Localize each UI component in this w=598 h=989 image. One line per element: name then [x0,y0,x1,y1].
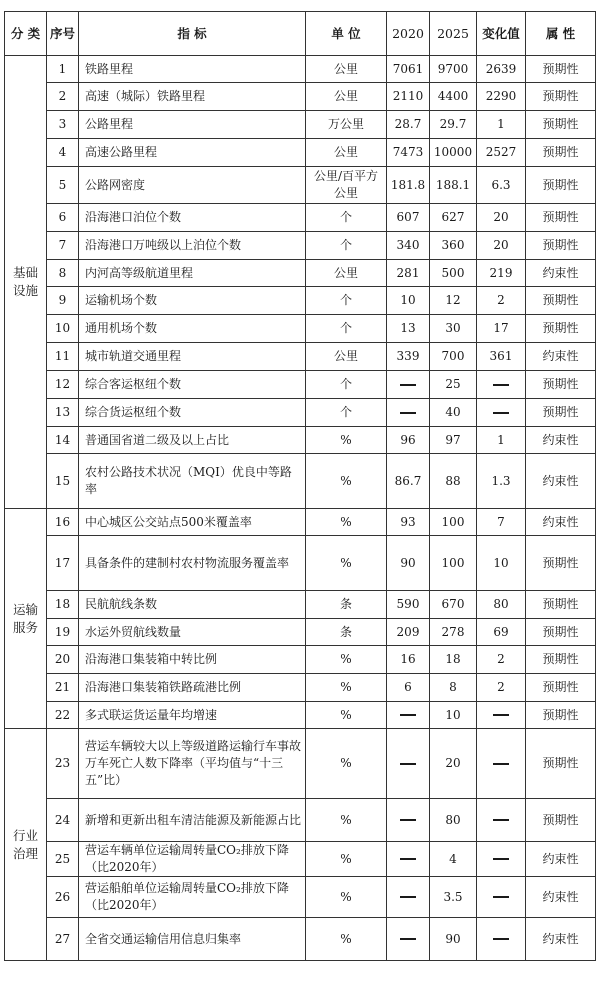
change-cell: 361 [477,343,526,371]
value-2025-cell: 4400 [430,83,477,111]
unit-cell: % [306,454,387,509]
value-2020-cell: 96 [387,427,430,454]
table-row [5,232,596,260]
value-2020-cell: 10 [387,287,430,315]
table-row [5,799,596,842]
unit-cell: 个 [306,315,387,343]
unit-cell: 条 [306,619,387,646]
table-row [5,536,596,591]
unit-cell: 个 [306,371,387,399]
change-cell: 1.3 [477,454,526,509]
unit-cell: 个 [306,287,387,315]
seq-cell: 15 [47,454,79,509]
change-cell [477,799,526,842]
attribute-cell: 预期性 [526,315,596,343]
header-seq: 序号 [47,12,79,56]
change-cell [477,842,526,877]
value-2020-cell: 7061 [387,56,430,83]
dash-mark [493,714,509,716]
indicator-cell: 公路里程 [79,111,306,139]
seq-cell: 20 [47,646,79,674]
value-2025-cell: 97 [430,427,477,454]
unit-cell: % [306,646,387,674]
indicator-cell: 铁路里程 [79,56,306,83]
indicator-cell: 沿海港口集装箱铁路疏港比例 [79,674,306,702]
change-cell: 6.3 [477,167,526,204]
seq-cell: 7 [47,232,79,260]
header-row [5,12,596,56]
value-2020-cell: 281 [387,260,430,287]
value-2020-cell [387,729,430,799]
value-2020-cell: 7473 [387,139,430,167]
value-2020-cell: 590 [387,591,430,619]
change-cell: 2 [477,287,526,315]
table-row [5,111,596,139]
seq-cell: 1 [47,56,79,83]
unit-cell: 条 [306,591,387,619]
unit-cell: % [306,918,387,961]
indicator-table [4,11,596,961]
table-row [5,918,596,961]
attribute-cell: 预期性 [526,204,596,232]
attribute-cell: 预期性 [526,83,596,111]
seq-cell: 22 [47,702,79,729]
indicator-cell: 普通国省道二级及以上占比 [79,427,306,454]
value-2025-cell: 670 [430,591,477,619]
value-2025-cell: 700 [430,343,477,371]
indicator-cell: 新增和更新出租车清洁能源及新能源占比 [79,799,306,842]
dash-mark [493,896,509,898]
table-row [5,139,596,167]
change-cell: 2290 [477,83,526,111]
dash-mark [400,858,416,860]
indicator-cell: 营运车辆单位运输周转量CO₂排放下降（比2020年） [79,842,306,877]
dash-mark [400,819,416,821]
value-2020-cell: 340 [387,232,430,260]
unit-cell: % [306,799,387,842]
indicator-cell: 营运船舶单位运输周转量CO₂排放下降（比2020年） [79,877,306,918]
change-cell: 80 [477,591,526,619]
indicator-cell: 具备条件的建制村农村物流服务覆盖率 [79,536,306,591]
value-2025-cell: 500 [430,260,477,287]
change-cell: 7 [477,509,526,536]
value-2025-cell: 20 [430,729,477,799]
value-2025-cell: 25 [430,371,477,399]
unit-cell: % [306,702,387,729]
attribute-cell: 预期性 [526,139,596,167]
change-cell: 2 [477,674,526,702]
dash-mark [400,384,416,386]
seq-cell: 13 [47,399,79,427]
seq-cell: 9 [47,287,79,315]
table-row [5,167,596,204]
unit-cell: % [306,842,387,877]
seq-cell: 11 [47,343,79,371]
value-2020-cell: 339 [387,343,430,371]
unit-cell: % [306,509,387,536]
change-cell: 2527 [477,139,526,167]
value-2020-cell [387,399,430,427]
dash-mark [493,763,509,765]
change-cell [477,371,526,399]
table-row [5,83,596,111]
change-cell: 17 [477,315,526,343]
value-2025-cell: 30 [430,315,477,343]
value-2025-cell: 188.1 [430,167,477,204]
indicator-cell: 水运外贸航线数量 [79,619,306,646]
unit-cell: 公里 [306,260,387,287]
table-row [5,399,596,427]
unit-cell: % [306,674,387,702]
indicator-cell: 营运车辆较大以上等级道路运输行车事故万车死亡人数下降率（平均值与“十三五”比） [79,729,306,799]
header-indicator: 指 标 [79,12,306,56]
unit-cell: 个 [306,204,387,232]
seq-cell: 3 [47,111,79,139]
unit-cell: % [306,877,387,918]
attribute-cell: 预期性 [526,799,596,842]
change-cell [477,918,526,961]
attribute-cell: 约束性 [526,343,596,371]
attribute-cell: 预期性 [526,111,596,139]
value-2025-cell: 360 [430,232,477,260]
indicator-cell: 沿海港口泊位个数 [79,204,306,232]
attribute-cell: 约束性 [526,842,596,877]
header-2025: 2025 [430,12,477,56]
value-2025-cell: 9700 [430,56,477,83]
change-cell: 69 [477,619,526,646]
unit-cell: % [306,729,387,799]
value-2025-cell: 627 [430,204,477,232]
change-cell [477,399,526,427]
change-cell: 2 [477,646,526,674]
header-change: 变化值 [477,12,526,56]
indicator-cell: 多式联运货运量年均增速 [79,702,306,729]
change-cell [477,702,526,729]
indicator-cell: 运输机场个数 [79,287,306,315]
seq-cell: 17 [47,536,79,591]
attribute-cell: 预期性 [526,399,596,427]
value-2025-cell: 88 [430,454,477,509]
category-label: 行业治理 [12,827,38,861]
table-row [5,454,596,509]
indicator-cell: 高速公路里程 [79,139,306,167]
value-2025-cell: 3.5 [430,877,477,918]
value-2025-cell: 10 [430,702,477,729]
dash-mark [493,384,509,386]
attribute-cell: 预期性 [526,646,596,674]
value-2020-cell: 28.7 [387,111,430,139]
unit-cell: 个 [306,232,387,260]
dash-mark [493,938,509,940]
category-label: 基础设施 [12,265,38,298]
value-2020-cell: 607 [387,204,430,232]
attribute-cell: 预期性 [526,232,596,260]
value-2020-cell [387,918,430,961]
header-unit: 单 位 [306,12,387,56]
indicator-cell: 沿海港口集装箱中转比例 [79,646,306,674]
value-2025-cell: 8 [430,674,477,702]
table-row [5,591,596,619]
value-2025-cell: 29.7 [430,111,477,139]
attribute-cell: 约束性 [526,918,596,961]
attribute-cell: 预期性 [526,619,596,646]
seq-cell: 21 [47,674,79,702]
unit-cell: 公里 [306,139,387,167]
attribute-cell: 预期性 [526,371,596,399]
change-cell: 20 [477,232,526,260]
change-cell: 20 [477,204,526,232]
indicator-cell: 公路网密度 [79,167,306,204]
attribute-cell: 预期性 [526,591,596,619]
seq-cell: 14 [47,427,79,454]
value-2020-cell: 93 [387,509,430,536]
value-2025-cell: 90 [430,918,477,961]
table-row [5,371,596,399]
seq-cell: 26 [47,877,79,918]
attribute-cell: 预期性 [526,167,596,204]
value-2020-cell [387,799,430,842]
dash-mark [400,763,416,765]
attribute-cell: 预期性 [526,674,596,702]
table-row [5,646,596,674]
seq-cell: 5 [47,167,79,204]
attribute-cell: 约束性 [526,260,596,287]
indicator-cell: 内河高等级航道里程 [79,260,306,287]
dash-mark [493,412,509,414]
table-row [5,877,596,918]
header-attribute: 属 性 [526,12,596,56]
seq-cell: 18 [47,591,79,619]
value-2020-cell [387,842,430,877]
seq-cell: 6 [47,204,79,232]
value-2025-cell: 4 [430,842,477,877]
seq-cell: 10 [47,315,79,343]
dash-mark [493,858,509,860]
indicator-cell: 综合货运枢纽个数 [79,399,306,427]
value-2020-cell [387,702,430,729]
header-2020: 2020 [387,12,430,56]
seq-cell: 27 [47,918,79,961]
table-row [5,287,596,315]
dash-mark [400,714,416,716]
value-2025-cell: 80 [430,799,477,842]
indicator-cell: 沿海港口万吨级以上泊位个数 [79,232,306,260]
value-2025-cell: 10000 [430,139,477,167]
seq-cell: 8 [47,260,79,287]
category-cell [5,509,47,729]
unit-cell: 个 [306,399,387,427]
indicator-cell: 农村公路技术状况（MQI）优良中等路率 [79,454,306,509]
value-2025-cell: 100 [430,509,477,536]
table-row [5,702,596,729]
category-cell [5,56,47,509]
indicator-cell: 高速（城际）铁路里程 [79,83,306,111]
indicator-cell: 城市轨道交通里程 [79,343,306,371]
change-cell [477,729,526,799]
seq-cell: 19 [47,619,79,646]
indicator-cell: 综合客运枢纽个数 [79,371,306,399]
table-body [5,56,596,961]
value-2020-cell: 90 [387,536,430,591]
seq-cell: 25 [47,842,79,877]
table-row [5,842,596,877]
value-2025-cell: 12 [430,287,477,315]
value-2025-cell: 18 [430,646,477,674]
attribute-cell: 约束性 [526,509,596,536]
category-label: 运输服务 [12,601,38,635]
attribute-cell: 预期性 [526,702,596,729]
value-2025-cell: 40 [430,399,477,427]
attribute-cell: 预期性 [526,536,596,591]
table-row [5,674,596,702]
attribute-cell: 约束性 [526,427,596,454]
attribute-cell: 预期性 [526,729,596,799]
indicator-cell: 通用机场个数 [79,315,306,343]
change-cell: 219 [477,260,526,287]
seq-cell: 24 [47,799,79,842]
attribute-cell: 预期性 [526,56,596,83]
table-row [5,204,596,232]
dash-mark [400,896,416,898]
seq-cell: 4 [47,139,79,167]
value-2020-cell: 13 [387,315,430,343]
table-row [5,260,596,287]
unit-cell: 公里 [306,83,387,111]
dash-mark [400,412,416,414]
value-2020-cell: 16 [387,646,430,674]
table-row [5,427,596,454]
value-2025-cell: 100 [430,536,477,591]
change-cell: 1 [477,111,526,139]
dash-mark [493,819,509,821]
value-2020-cell: 181.8 [387,167,430,204]
change-cell: 10 [477,536,526,591]
unit-cell: 公里 [306,343,387,371]
value-2020-cell: 6 [387,674,430,702]
unit-cell: 万公里 [306,111,387,139]
value-2020-cell: 2110 [387,83,430,111]
seq-cell: 2 [47,83,79,111]
attribute-cell: 预期性 [526,287,596,315]
value-2020-cell: 209 [387,619,430,646]
header-category: 分 类 [5,12,47,56]
indicator-cell: 民航航线条数 [79,591,306,619]
table-row [5,315,596,343]
value-2025-cell: 278 [430,619,477,646]
unit-cell: % [306,536,387,591]
table-row [5,619,596,646]
value-2020-cell [387,371,430,399]
seq-cell: 16 [47,509,79,536]
change-cell [477,877,526,918]
indicator-cell: 全省交通运输信用信息归集率 [79,918,306,961]
table-row [5,343,596,371]
category-cell [5,729,47,961]
seq-cell: 12 [47,371,79,399]
unit-cell: % [306,427,387,454]
dash-mark [400,938,416,940]
attribute-cell: 约束性 [526,454,596,509]
unit-cell: 公里 [306,56,387,83]
value-2020-cell: 86.7 [387,454,430,509]
change-cell: 2639 [477,56,526,83]
unit-cell: 公里/百平方公里 [306,167,387,204]
table-row [5,56,596,83]
table-row [5,729,596,799]
seq-cell: 23 [47,729,79,799]
value-2020-cell [387,877,430,918]
change-cell: 1 [477,427,526,454]
indicator-cell: 中心城区公交站点500米覆盖率 [79,509,306,536]
attribute-cell: 约束性 [526,877,596,918]
table-row [5,509,596,536]
